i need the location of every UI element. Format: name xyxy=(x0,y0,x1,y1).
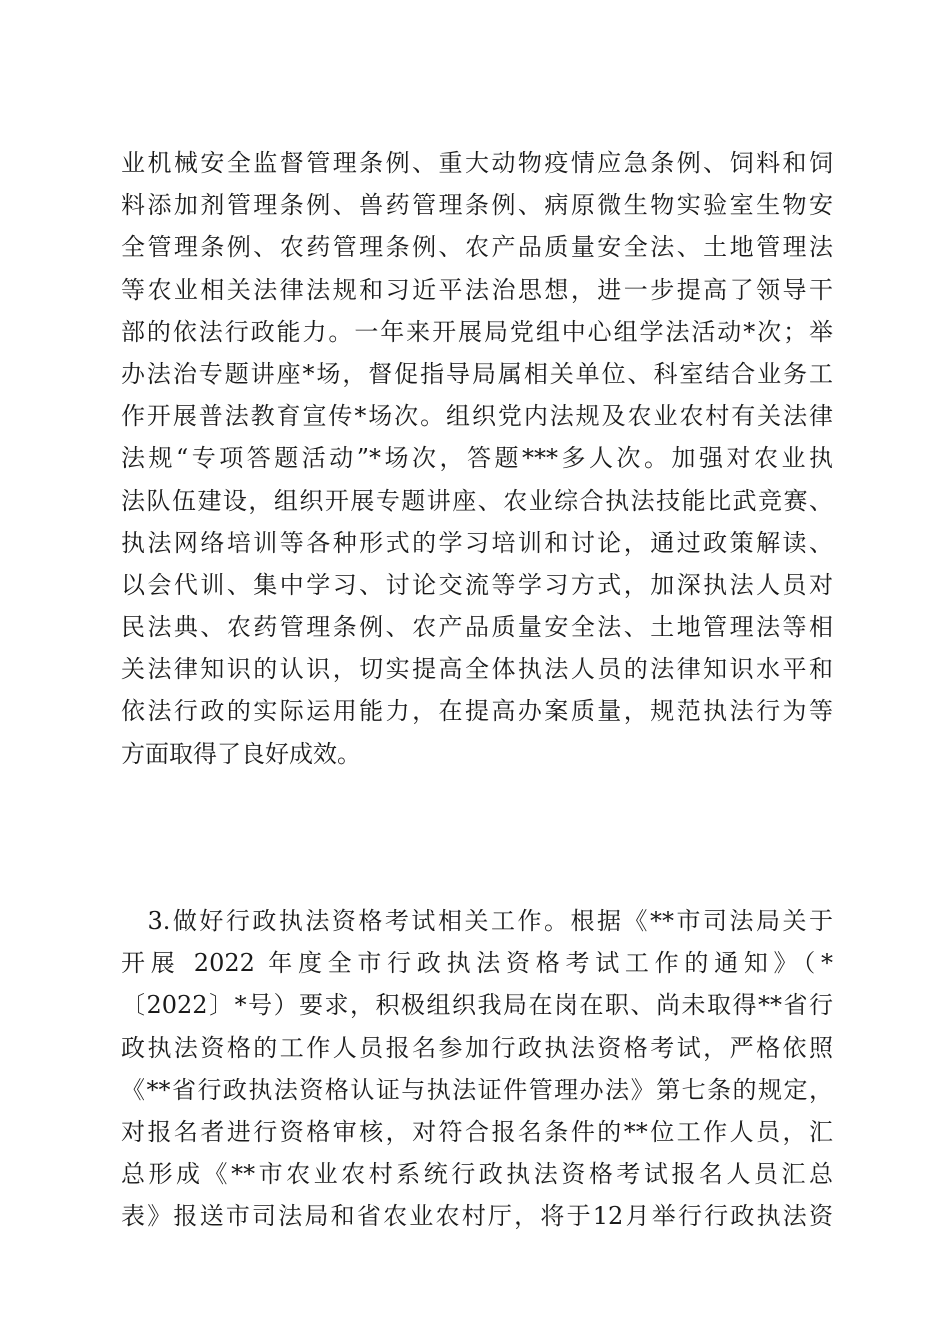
text-line: 对报名者进行资格审核，对符合报名条件的**位工作人员，汇 xyxy=(121,1117,833,1146)
text-line: 民法典、农药管理条例、农产品质量安全法、土地管理法等相 xyxy=(121,613,833,642)
text-line: 方面取得了良好成效。 xyxy=(121,739,361,768)
text-line: 以会代训、集中学习、讨论交流等学习方式，加深执法人员对 xyxy=(121,570,833,599)
text-line: 〔2022〕*号）要求，积极组织我局在岗在职、尚未取得**省行 xyxy=(121,991,833,1020)
text-line: 等农业相关法律法规和习近平法治思想，进一步提高了领导干 xyxy=(121,275,833,304)
text-line: 依法行政的实际运用能力，在提高办案质量，规范执法行为等 xyxy=(121,697,833,726)
text-line: 法规“专项答题活动”*场次，答题***多人次。加强对农业执 xyxy=(121,444,833,473)
text-line: 作开展普法教育宣传*场次。组织党内法规及农业农村有关法律 xyxy=(121,402,833,431)
text-line: 关法律知识的认识，切实提高全体执法人员的法律知识水平和 xyxy=(121,655,833,684)
text-line: 全管理条例、农药管理条例、农产品质量安全法、土地管理法 xyxy=(121,233,833,262)
paragraph-exam-work xyxy=(121,900,833,1238)
text-line: 法队伍建设，组织开展专题讲座、农业综合执法技能比武竞赛、 xyxy=(121,486,833,515)
text-line: 料添加剂管理条例、兽药管理条例、病原微生物实验室生物安 xyxy=(121,191,833,220)
text-line: 总形成《**市农业农村系统行政执法资格考试报名人员汇总 xyxy=(121,1160,833,1189)
text-line: 办法治专题讲座*场，督促指导局属相关单位、科室结合业务工 xyxy=(121,359,833,388)
text-line: 政执法资格的工作人员报名参加行政执法资格考试，严格依照 xyxy=(121,1033,833,1062)
text-line: 表》报送市司法局和省农业农村厅，将于12月举行行政执法资 xyxy=(121,1202,833,1231)
text-line: 部的依法行政能力。一年来开展局党组中心组学法活动*次；举 xyxy=(121,317,833,346)
text-line: 执法网络培训等各种形式的学习培训和讨论，通过政策解读、 xyxy=(121,528,833,557)
paragraph-legal-study xyxy=(121,142,833,775)
text-line: 3.做好行政执法资格考试相关工作。根据《**市司法局关于 xyxy=(121,907,833,935)
text-line: 《**省行政执法资格认证与执法证件管理办法》第七条的规定， xyxy=(121,1075,833,1104)
text-line: 业机械安全监督管理条例、重大动物疫情应急条例、饲料和饲 xyxy=(121,149,833,177)
text-line: 开展 2022 年度全市行政执法资格考试工作的通知》（* xyxy=(121,949,833,978)
